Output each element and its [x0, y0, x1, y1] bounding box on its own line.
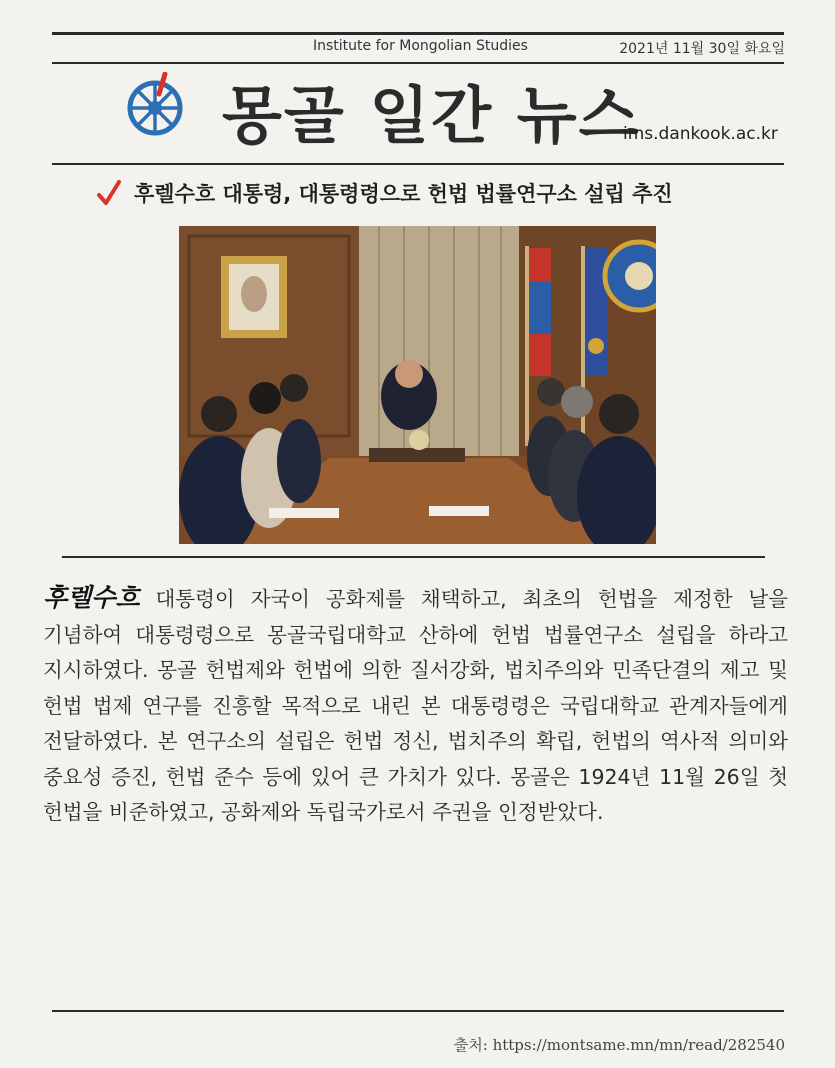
article-body: [43, 580, 788, 831]
issue-date: 2021년 11월 30일 화요일: [619, 41, 785, 57]
check-mark-icon: [96, 179, 122, 207]
footer-rule: [52, 1010, 784, 1012]
article-headline: 후렐수흐 대통령, 대통령령으로 헌법 법률연구소 설립 추진: [134, 182, 673, 206]
institute-logo-icon: [121, 72, 193, 136]
article-text: 대통령이 자국이 공화제를 채택하고, 최초의 헌법을 제정한 날을 기념하여 대통령령으로 몽골국립대학교 산하에 헌법 법률연구소 설립을 하라고 지시하였다. 몽골 헌법제와 헌법에 의한 질서강화, 법치주의와 민족단결의 제고 및 헌법 법제 연구를 진흥할 목적으로 내린 본 대통령령은 국립대학교 관계자들에게 전달하였다. 본 연구소의 설립은 헌법 정신, 법치주의 확립, 헌법의 역사적 의미와 중요성 증진, 헌법 준수 등에 있어 큰 가치가 있다. 몽골은 1924년 11월 26일 첫 헌법을 비준하였고, 공화제와 독립국가로서 주권을 인정받았다.: [43, 587, 788, 824]
masthead-bottom-rule: [52, 163, 784, 165]
article-lead: 후렐수흐: [43, 583, 140, 612]
headline-row: [96, 178, 673, 208]
institute-name: Institute for Mongolian Studies: [313, 38, 528, 54]
masthead-title: 몽골 일간 뉴스: [222, 79, 641, 152]
source-credit: 출처: https://montsame.mn/mn/read/282540: [453, 1036, 785, 1054]
site-url: ims.dankook.ac.kr: [623, 124, 778, 144]
top-rule: [52, 32, 784, 35]
masthead-top-rule: [52, 62, 784, 64]
photo-divider: [62, 556, 765, 558]
article-photo: [179, 226, 656, 544]
